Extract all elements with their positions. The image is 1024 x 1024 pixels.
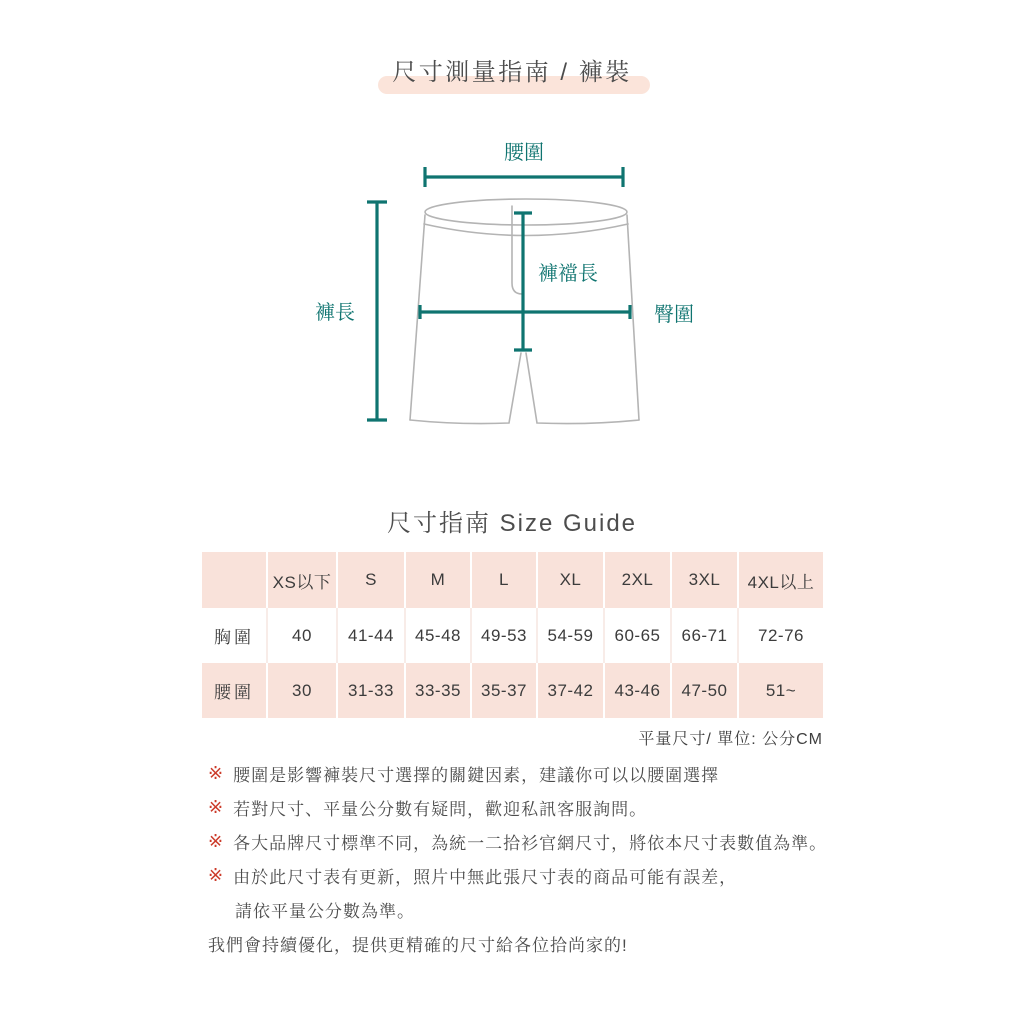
- table-cell: 45-48: [404, 608, 470, 663]
- note-line: [208, 790, 827, 824]
- col-header: S: [336, 552, 404, 608]
- table-cell: 49-53: [470, 608, 536, 663]
- left-leg-hem: [410, 353, 521, 424]
- note-marker-icon: ※: [208, 762, 225, 783]
- measurement-lines: [367, 167, 630, 420]
- right-leg-hem: [526, 353, 639, 424]
- note-marker-icon: ※: [208, 864, 225, 885]
- crotch-label: 褲襠長: [538, 263, 598, 285]
- table-cell: 54-59: [536, 608, 603, 663]
- table-cell: 43-46: [603, 663, 670, 718]
- table-cell: 40: [266, 608, 336, 663]
- measurement-labels: [315, 141, 694, 326]
- col-header: L: [470, 552, 536, 608]
- length-measure-line: [367, 202, 387, 420]
- note-marker-icon: ※: [208, 830, 225, 851]
- size-guide-title: 尺寸指南 Size Guide: [386, 510, 638, 537]
- page-title-text: 尺寸測量指南 / 褲裝: [392, 59, 632, 86]
- table-cell: 37-42: [536, 663, 603, 718]
- table-cell: 51~: [737, 663, 823, 718]
- col-header: M: [404, 552, 470, 608]
- table-corner-cell: [202, 552, 266, 608]
- note-text: 若對尺寸、平量公分數有疑問，歡迎私訊客服詢問。: [233, 799, 648, 819]
- table-cell: 72-76: [737, 608, 823, 663]
- page-title: [0, 52, 1024, 87]
- table-cell: 47-50: [670, 663, 737, 718]
- shorts-diagram-svg: [300, 130, 750, 460]
- table-cell: 31-33: [336, 663, 404, 718]
- note-text: 請依平量公分數為準。: [235, 901, 415, 921]
- table-cell: 35-37: [470, 663, 536, 718]
- table-cell: 30: [266, 663, 336, 718]
- col-header: XS以下: [266, 552, 336, 608]
- note-marker-icon: ※: [208, 796, 225, 817]
- note-text: 我們會持續優化，提供更精確的尺寸給各位拾尚家的!: [208, 935, 628, 955]
- waist-measure-line: [425, 167, 623, 187]
- waist-label: 腰圍: [504, 142, 544, 164]
- title-highlight-wrap: [388, 52, 636, 87]
- fly-line: [512, 206, 522, 294]
- pants-measurement-diagram: [300, 130, 750, 460]
- table-cell: 60-65: [603, 608, 670, 663]
- notes-section: [208, 756, 827, 960]
- col-header: 2XL: [603, 552, 670, 608]
- note-line: [208, 756, 827, 790]
- note-text: 各大品牌尺寸標準不同，為統一二拾衫官網尺寸，將依本尺寸表數值為準。: [233, 833, 828, 853]
- note-text: 腰圍是影響褲裝尺寸選擇的關鍵因素，建議你可以以腰圍選擇: [233, 765, 720, 785]
- size-table: [202, 552, 823, 718]
- note-line: [208, 824, 827, 858]
- table-cell: 33-35: [404, 663, 470, 718]
- row-label-waist: 腰圍: [202, 663, 266, 718]
- crotch-measure-line: [514, 213, 532, 350]
- row-label-chest: 胸圍: [202, 608, 266, 663]
- note-line: [208, 858, 827, 892]
- note-continuation: [208, 892, 827, 926]
- col-header: XL: [536, 552, 603, 608]
- note-text: 由於此尺寸表有更新，照片中無此張尺寸表的商品可能有誤差，: [233, 867, 738, 887]
- closing-note: [208, 926, 827, 960]
- hip-label: 臀圍: [654, 304, 694, 326]
- table-cell: 66-71: [670, 608, 737, 663]
- hip-measure-line: [420, 305, 630, 319]
- left-side-seam: [410, 215, 425, 420]
- unit-note: 平量尺寸/ 單位: 公分CM: [638, 731, 823, 748]
- table-cell: 41-44: [336, 608, 404, 663]
- col-header: 3XL: [670, 552, 737, 608]
- col-header: 4XL以上: [737, 552, 823, 608]
- length-label: 褲長: [315, 302, 355, 324]
